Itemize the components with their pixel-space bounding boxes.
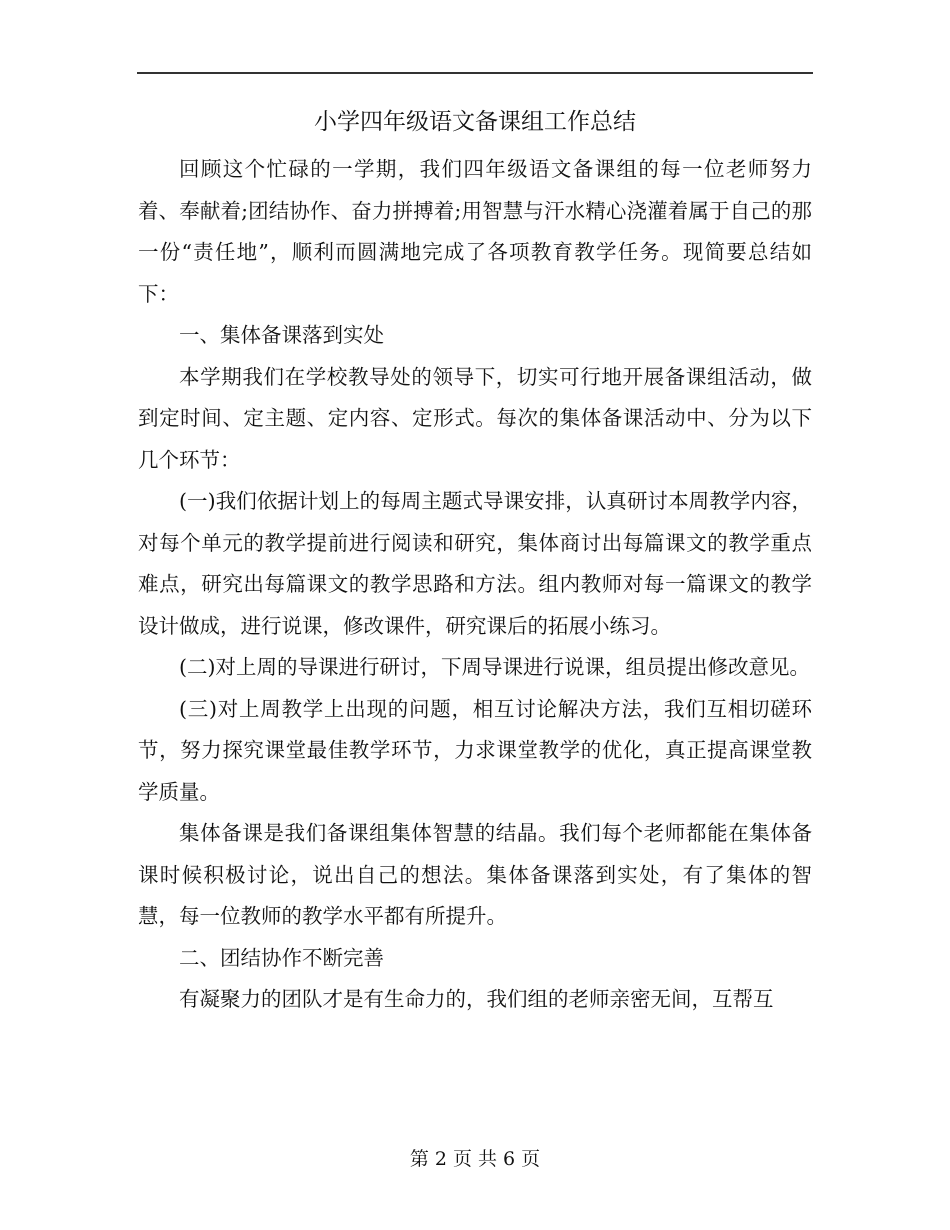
page-title: 小学四年级语文备课组工作总结: [314, 109, 636, 135]
document-body: [138, 149, 812, 1021]
paragraph-section-1-summary: 集体备课是我们备课组集体智慧的结晶。我们每个老师都能在集体备课时候积极讨论，说出自己的想法。集体备课落到实处，有了集体的智慧，每一位教师的教学水平都有所提升。: [138, 821, 812, 928]
paragraph-section-1-intro: 本学期我们在学校教导处的领导下，切实可行地开展备课组活动，做到定时间、定主题、定内容、定形式。每次的集体备课活动中、分为以下几个环节：: [138, 364, 812, 472]
page-number: 第 2 页 共 6 页: [409, 1148, 541, 1170]
section-heading-2: 二、团结协作不断完善: [179, 945, 384, 970]
paragraph-intro: 回顾这个忙碌的一学期，我们四年级语文备课组的每一位老师努力着、奉献着;团结协作、奋力拼搏着;用智慧与汗水精心浇灌着属于自己的那一份“责任地”，顺利而圆满地完成了各项教育教学任务。现简要总结如下：: [138, 157, 812, 306]
paragraph-item-2: (二)对上周的导课进行研讨，下周导课进行说课，组员提出修改意见。: [179, 655, 810, 679]
paragraph-item-3: (三)对上周教学上出现的问题，相互讨论解决方法，我们互相切磋环节，努力探究课堂最佳教学环节，力求课堂教学的优化，真正提高课堂教学质量。: [138, 696, 812, 804]
header-rule: [137, 72, 813, 74]
section-heading-1: 一、集体备课落到实处: [179, 323, 384, 347]
paragraph-item-1: (一)我们依据计划上的每周主题式导课安排，认真研讨本周教学内容，对每个单元的教学提前进行阅读和研究，集体商讨出每篇课文的教学重点难点，研究出每篇课文的教学思路和方法。组内教师对每一篇课文的教学设计做成，进行说课，修改课件，研究课后的拓展小练习。: [138, 489, 812, 638]
paragraph-section-2-start: 有凝聚力的团队才是有生命力的，我们组的老师亲密无间，互帮互: [179, 987, 774, 1011]
